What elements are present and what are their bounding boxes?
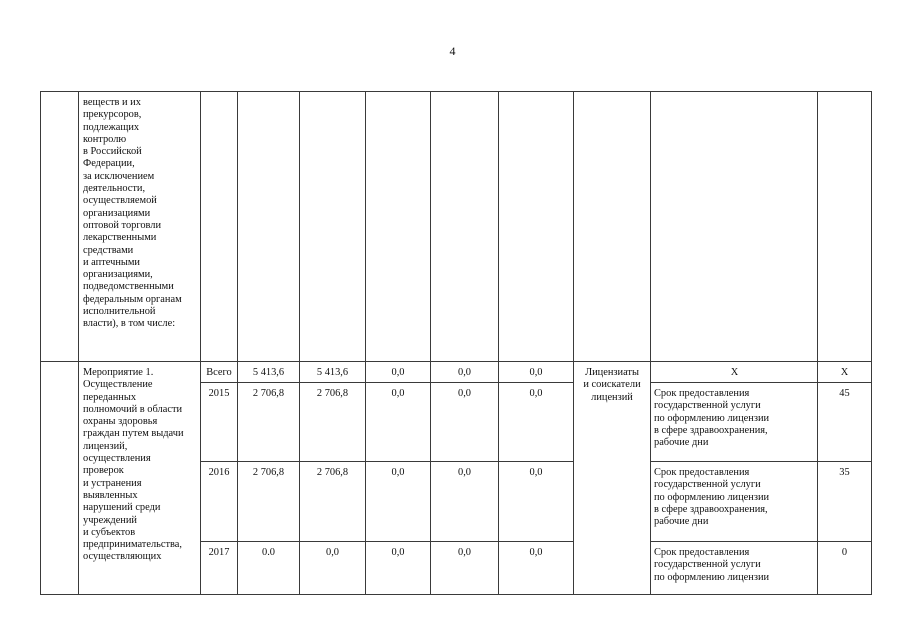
other-cell: 0,0 xyxy=(499,362,574,383)
description-line: переданных xyxy=(83,391,137,403)
indicator-line: по оформлению лицензии xyxy=(654,491,770,503)
regional-cell: 0,0 xyxy=(366,383,431,462)
participants-line: лицензий xyxy=(591,391,633,403)
description-line: нарушений среди xyxy=(83,502,161,514)
description-cell xyxy=(79,92,201,362)
indicator-line: рабочие дни xyxy=(654,437,709,449)
description-line: Мероприятие 1. xyxy=(83,367,154,378)
local-cell: 0,0 xyxy=(431,462,499,542)
indicator-line: Срок предоставления xyxy=(654,467,750,478)
indicator-cell xyxy=(651,362,818,383)
local-cell: 0,0 xyxy=(431,362,499,383)
indicator-line: по оформлению лицензии xyxy=(654,412,770,424)
description-line: организациями xyxy=(83,207,151,219)
description-line: осуществляющих xyxy=(83,551,162,563)
description-line: за исключением xyxy=(83,170,155,182)
year-cell xyxy=(201,92,238,362)
number-cell xyxy=(41,362,79,595)
value-cell xyxy=(818,92,872,362)
description-line: власти), в том числе: xyxy=(83,318,176,330)
regional-cell: 0,0 xyxy=(366,362,431,383)
program-table xyxy=(40,91,872,595)
participants-cell xyxy=(574,92,651,362)
description-line: исполнительной xyxy=(83,306,156,318)
description-line: осуществления xyxy=(83,453,151,465)
indicator-cell xyxy=(651,542,818,595)
total-cell xyxy=(238,92,300,362)
indicator-line: в сфере здравоохранения, xyxy=(654,424,768,436)
description-line: и устранения xyxy=(83,477,142,489)
indicator-line: государственной услуги xyxy=(654,559,761,571)
description-line: веществ и их xyxy=(83,97,141,108)
value-cell: 0 xyxy=(818,542,872,595)
description-line: федеральным органам xyxy=(83,293,182,305)
description-line: организациями, xyxy=(83,269,153,281)
description-line: и субъектов xyxy=(83,526,136,538)
indicator-line: Срок предоставления xyxy=(654,547,750,558)
description-line: учреждений xyxy=(83,514,137,526)
regional-cell: 0,0 xyxy=(366,542,431,595)
indicator-line: Х xyxy=(730,367,739,378)
indicator-cell xyxy=(651,383,818,462)
description-line: Федерации, xyxy=(83,158,135,170)
year-cell: 2017 xyxy=(201,542,238,595)
value-cell: Х xyxy=(818,362,872,383)
local-cell: 0,0 xyxy=(431,542,499,595)
regional-cell: 0,0 xyxy=(366,462,431,542)
description-line: лицензий, xyxy=(83,440,128,452)
description-line: средствами xyxy=(83,244,134,256)
description-line: прекурсоров, xyxy=(83,109,142,121)
other-cell: 0,0 xyxy=(499,462,574,542)
total-cell: 0.0 xyxy=(238,542,300,595)
description-line: Осуществление xyxy=(83,379,153,391)
description-line: оптовой торговли xyxy=(83,219,162,231)
indicator-line: по оформлению лицензии xyxy=(654,571,770,583)
total-cell: 5 413,6 xyxy=(238,362,300,383)
description-line: выявленных xyxy=(83,489,138,501)
total-cell: 2 706,8 xyxy=(238,383,300,462)
description-line: осуществляемой xyxy=(83,195,157,207)
other-cell: 0,0 xyxy=(499,383,574,462)
federal-cell xyxy=(300,92,366,362)
activity-description-cell xyxy=(79,362,201,595)
year-cell: 2016 xyxy=(201,462,238,542)
description-line: и аптечными xyxy=(83,256,140,268)
federal-cell: 2 706,8 xyxy=(300,383,366,462)
number-cell xyxy=(41,92,79,362)
description-line: деятельности, xyxy=(83,183,146,195)
local-cell xyxy=(431,92,499,362)
page-number: 4 xyxy=(449,44,456,58)
description-line: подлежащих xyxy=(83,121,140,133)
description-line: граждан путем выдачи xyxy=(83,428,184,440)
indicator-line: Срок предоставления xyxy=(654,388,750,399)
federal-cell: 0,0 xyxy=(300,542,366,595)
value-cell: 35 xyxy=(818,462,872,542)
indicator-line: рабочие дни xyxy=(654,516,709,528)
other-cell xyxy=(499,92,574,362)
other-cell: 0,0 xyxy=(499,542,574,595)
federal-cell: 5 413,6 xyxy=(300,362,366,383)
regional-cell xyxy=(366,92,431,362)
description-line: охраны здоровья xyxy=(83,416,158,428)
participants-line: Лицензиаты xyxy=(585,367,639,378)
participants-cell xyxy=(574,362,651,595)
local-cell: 0,0 xyxy=(431,383,499,462)
participants-line: и соискатели xyxy=(583,379,641,391)
table-row xyxy=(41,92,872,362)
indicator-cell xyxy=(651,462,818,542)
indicator-line: государственной услуги xyxy=(654,479,761,491)
indicator-line: в сфере здравоохранения, xyxy=(654,503,768,515)
description-line: в Российской xyxy=(83,146,142,158)
description-line: полномочий в области xyxy=(83,403,183,415)
total-cell: 2 706,8 xyxy=(238,462,300,542)
year-cell: 2015 xyxy=(201,383,238,462)
description-line: лекарственными xyxy=(83,232,157,244)
federal-cell: 2 706,8 xyxy=(300,462,366,542)
description-line: проверок xyxy=(83,465,124,477)
description-line: подведомственными xyxy=(83,281,174,293)
year-cell: Всего xyxy=(201,362,238,383)
table-row xyxy=(41,362,872,383)
description-line: предпринимательства, xyxy=(83,539,183,551)
indicator-cell xyxy=(651,92,818,362)
description-line: контролю xyxy=(83,133,127,145)
value-cell: 45 xyxy=(818,383,872,462)
indicator-line: государственной услуги xyxy=(654,400,761,412)
